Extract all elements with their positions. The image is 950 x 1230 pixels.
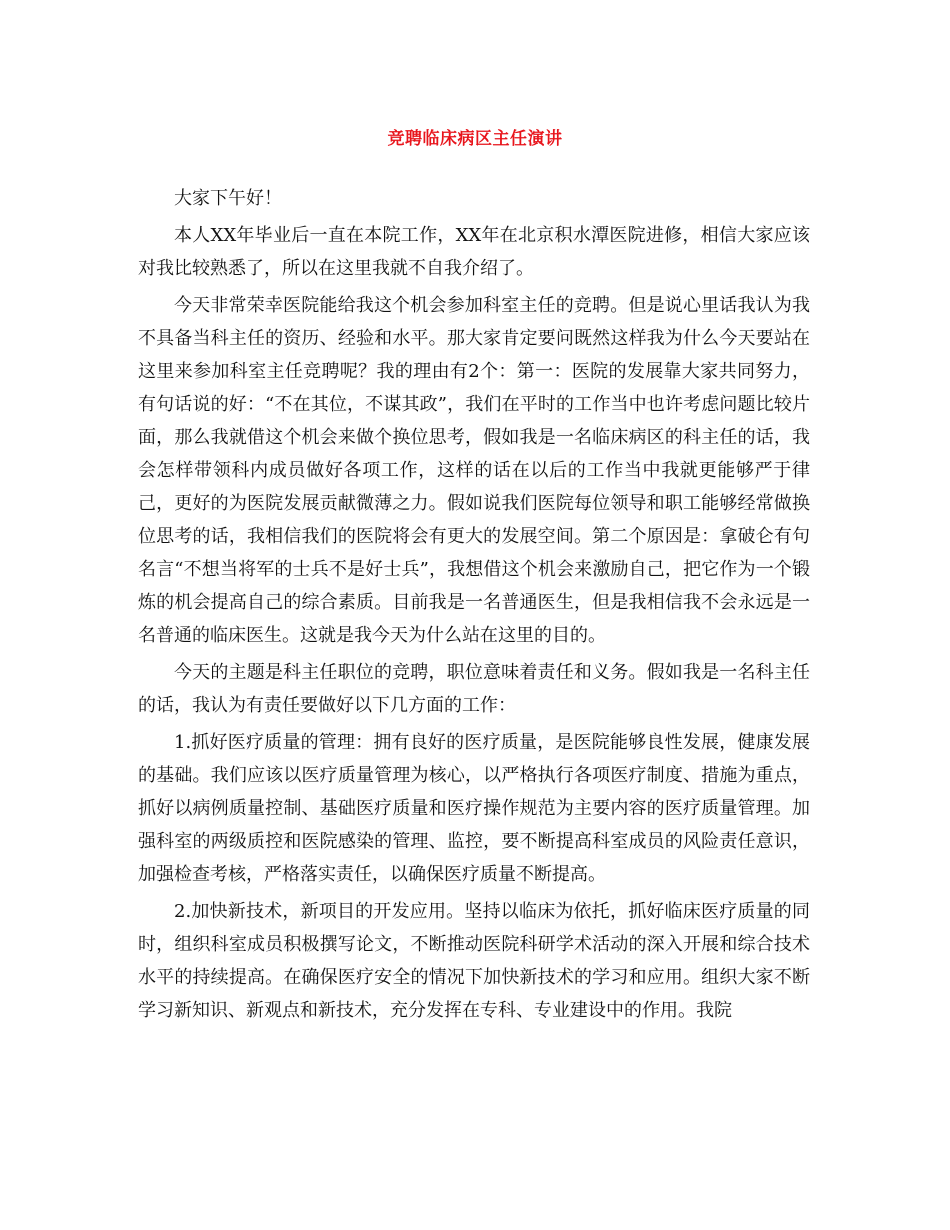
paragraph-point-1: 1.抓好医疗质量的管理：拥有良好的医疗质量，是医院能够良性发展，健康发展的基础。我们应该以医疗质量管理为核心，以严格执行各项医疗制度、措施为重点，抓好以病例质量控制、基础医疗质量和医疗操作规范为主要内容的医疗质量管理。加强科室的两级质控和医院感染的管理、监控，要不断提高科室成员的风险责任意识，加强检查考核，严格落实责任，以确保医疗质量不断提高。 [138, 732, 810, 885]
paragraph-introduction: 本人XX年毕业后一直在本院工作，XX年在北京积水潭医院进修，相信大家应该对我比较熟悉了，所以在这里我就不自我介绍了。 [138, 225, 810, 279]
paragraph-topic: 今天的主题是科主任职位的竞聘，职位意味着责任和义务。假如我是一名科主任的话，我认为有责任要做好以下几方面的工作： [138, 662, 810, 716]
paragraph-point-2: 2.加快新技术，新项目的开发应用。坚持以临床为依托，抓好临床医疗质量的同时，组织科室成员积极撰写论文，不断推动医院科研学术活动的深入开展和综合技术水平的持续提高。在确保医疗安全的情况下加快新技术的学习和应用。组织大家不断学习新知识、新观点和新技术，充分发挥在专科、专业建设中的作用。我院 [138, 901, 810, 1021]
document-title: 竞聘临床病区主任演讲 [387, 129, 563, 149]
paragraph-reasons: 今天非常荣幸医院能给我这个机会参加科室主任的竞聘。但是说心里话我认为我不具备当科主任的资历、经验和水平。那大家肯定要问既然这样我为什么今天要站在这里来参加科室主任竞聘呢？我的理由有2个：第一：医院的发展靠大家共同努力，有句话说的好：“不在其位，不谋其政”，我们在平时的工作当中也许考虑问题比较片面，那么我就借这个机会来做个换位思考，假如我是一名临床病区的科主任的话，我会怎样带领科内成员做好各项工作，这样的话在以后的工作当中我就更能够严于律己，更好的为医院发展贡献微薄之力。假如说我们医院每位领导和职工能够经常做换位思考的话，我相信我们的医院将会有更大的发展空间。第二个原因是：拿破仑有句名言“不想当将军的士兵不是好士兵”，我想借这个机会来激励自己，把它作为一个锻炼的机会提高自己的综合素质。目前我是一名普通医生，但是我相信我不会永远是一名普通的临床医生。这就是我今天为什么站在这里的目的。 [138, 295, 810, 646]
document-body [138, 182, 810, 1031]
paragraph-greeting: 大家下午好！ [174, 188, 282, 209]
